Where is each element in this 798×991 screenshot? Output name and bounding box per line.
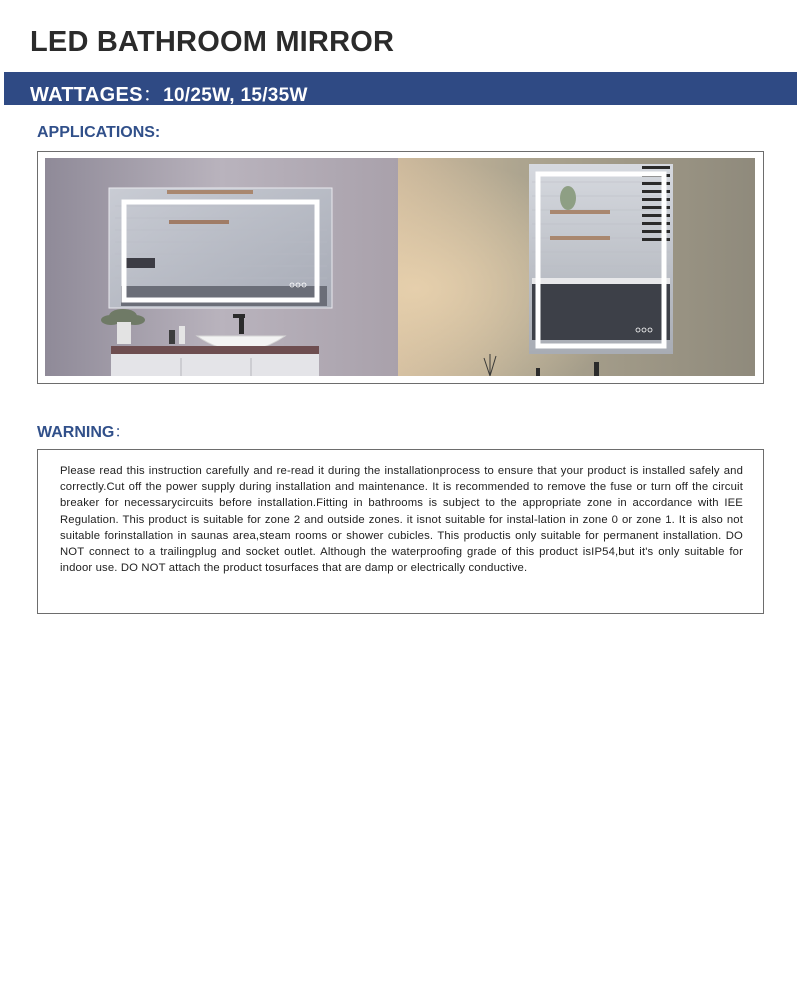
warning-box xyxy=(37,449,764,614)
application-photo-portrait-mirror xyxy=(398,158,755,376)
wattages-separator: ： xyxy=(142,84,164,106)
wattages-banner xyxy=(4,72,797,105)
wattages-line xyxy=(30,78,308,107)
warning-heading-text: WARNING xyxy=(37,424,115,441)
application-photo-landscape-mirror xyxy=(45,158,398,376)
applications-heading: APPLICATIONS: xyxy=(37,124,161,141)
warning-heading-colon: ： xyxy=(114,424,131,441)
warning-heading xyxy=(37,419,130,442)
wattages-value: 10/25W, 15/35W xyxy=(163,85,308,106)
warning-text: Please read this instruction carefully and re-read it during the installationprocess to ensure that your product is installed safely and correctly.Cut off the power supply during installation and maintenance. It is recommended to remove the fuse or turn off the circuit breaker for necessarycircuits before installation.Fitting in bathrooms is subject to the appropriate zone in accordance with IEE Regulation. This product is suitable for zone 2 and outside zones. it isnot suitable for instal-lation in zone 0 or zone 1. It is also not suitable forinstallation in saunas area,steam rooms or shower cubicles. This productis only suitable for permanent installation. DO NOT connect to a trailingplug and socket outlet. Although the waterproofing grade of this product isIP54,but it's only suitable for indoor use. DO NOT attach the product tosurfaces that are damp or electrically conductive. xyxy=(60,465,743,575)
page-title: LED BATHROOM MIRROR xyxy=(30,26,395,58)
wattages-label: WATTAGES xyxy=(30,84,143,106)
applications-box xyxy=(37,151,764,384)
